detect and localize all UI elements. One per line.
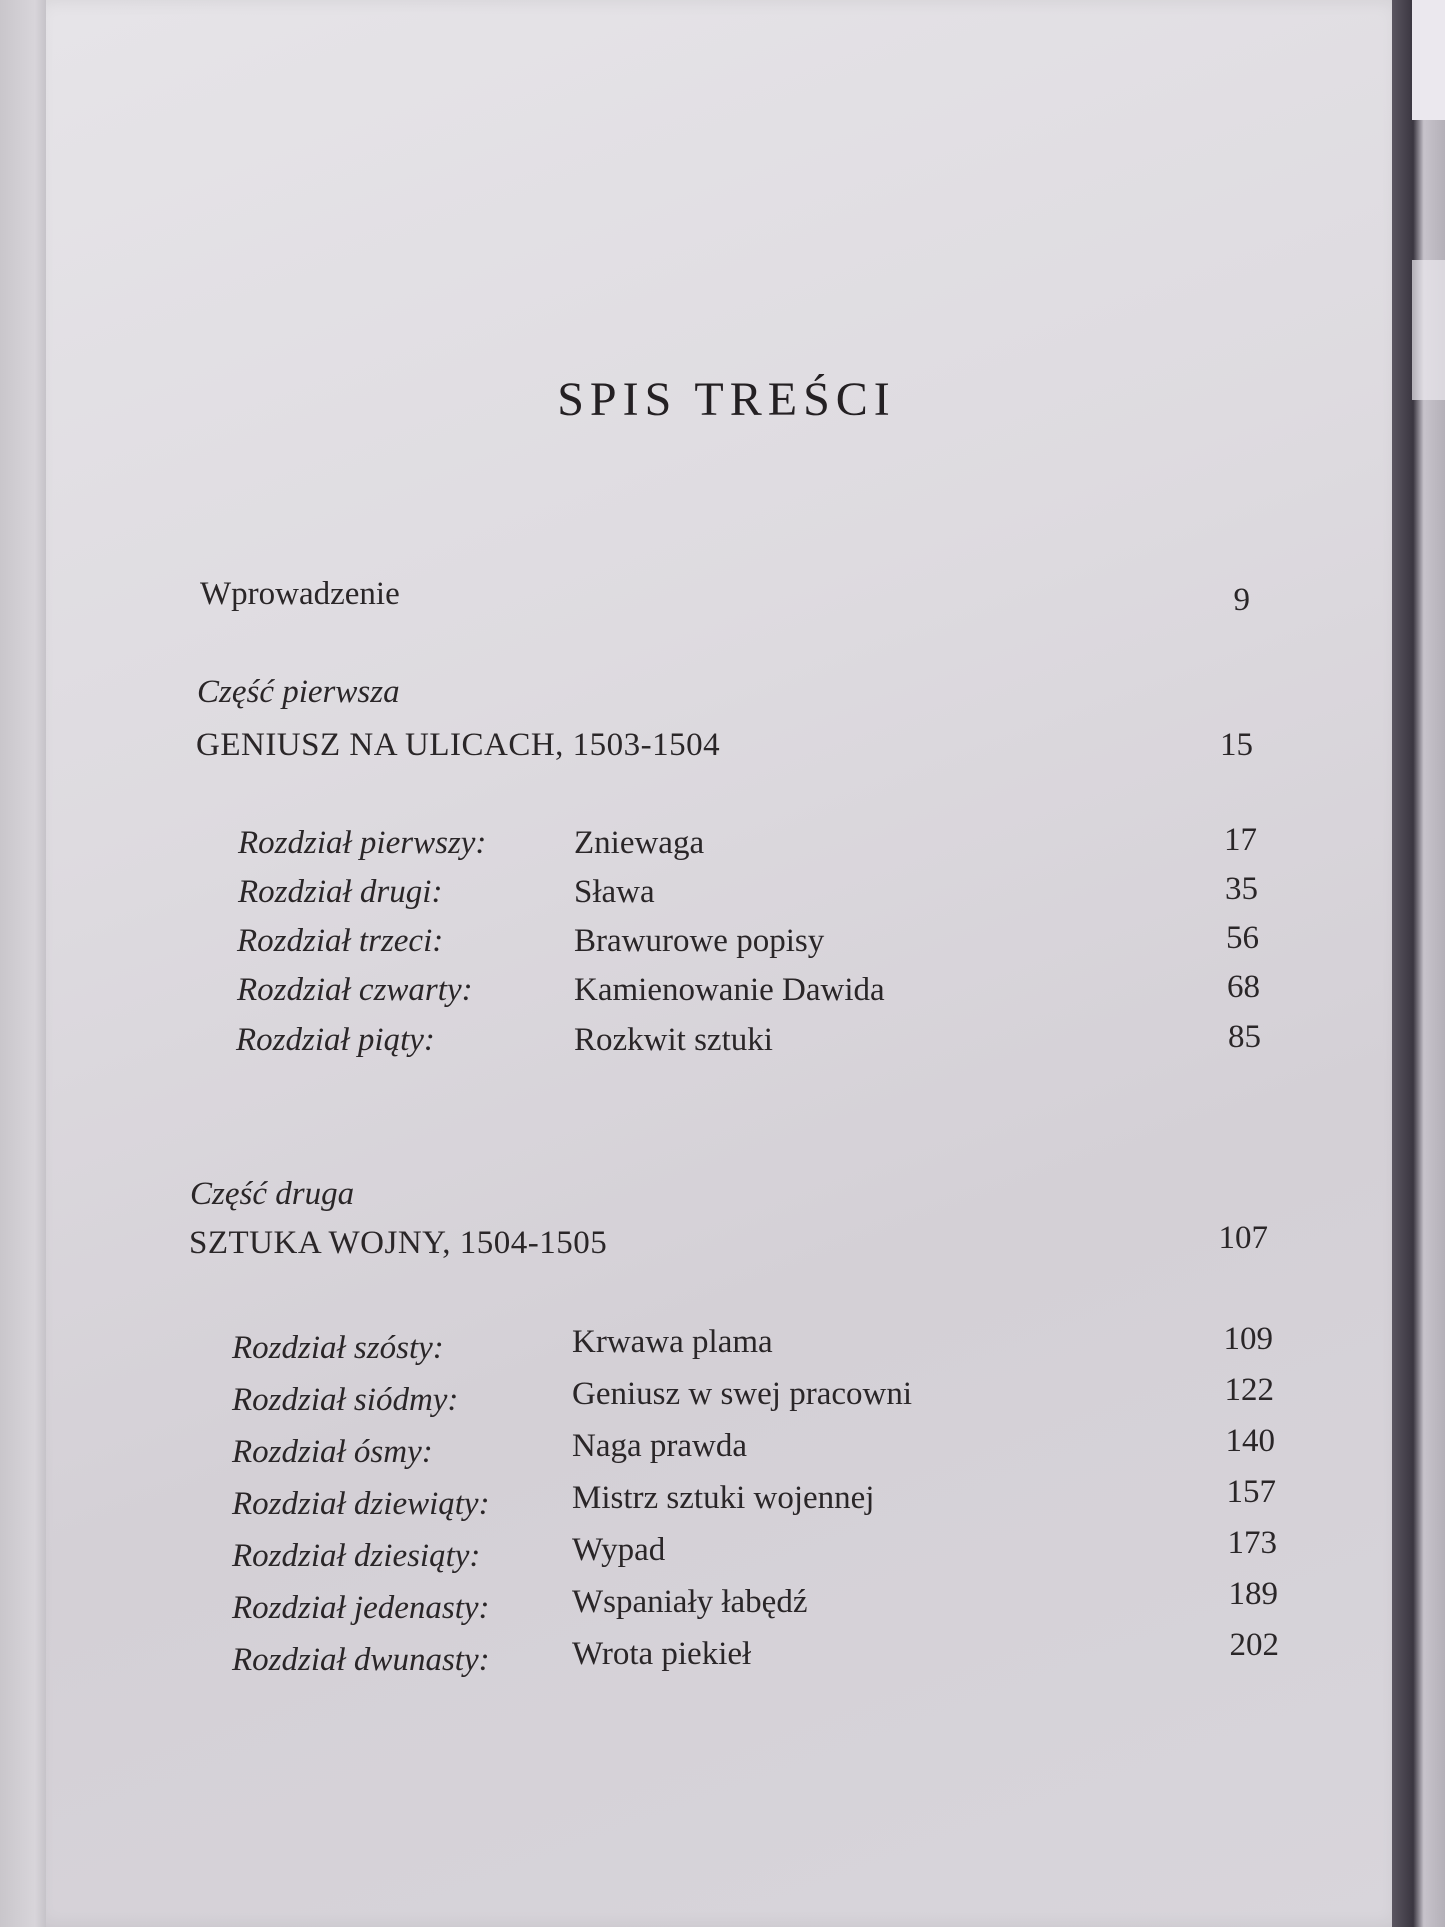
part-page: 15: [1220, 727, 1253, 763]
part-page: 107: [1218, 1220, 1268, 1256]
chapter-title: Sława: [574, 874, 655, 910]
part-label: Część druga: [190, 1176, 355, 1212]
chapter-label: Rozdział ósmy:: [232, 1434, 433, 1470]
page-title: SPIS TREŚCI: [557, 373, 896, 426]
chapter-page: 173: [1227, 1525, 1277, 1561]
chapter-label: Rozdział dziewiąty:: [232, 1486, 490, 1522]
part-title: SZTUKA WOJNY, 1504-1505: [189, 1225, 608, 1261]
chapter-label: Rozdział czwarty:: [237, 972, 473, 1008]
chapter-title: Wypad: [572, 1532, 666, 1568]
chapter-title: Kamienowanie Dawida: [574, 972, 885, 1008]
chapter-page: 35: [1225, 871, 1258, 907]
part-title: GENIUSZ NA ULICACH, 1503-1504: [196, 727, 721, 763]
chapter-label: Rozdział dziesiąty:: [232, 1538, 481, 1574]
chapter-title: Krwawa plama: [572, 1324, 773, 1360]
chapter-title: Zniewaga: [574, 825, 705, 861]
page-edge-streak: [1412, 0, 1445, 120]
chapter-page: 56: [1226, 920, 1259, 956]
chapter-page: 157: [1226, 1474, 1276, 1510]
chapter-title: Rozkwit sztuki: [574, 1022, 773, 1058]
chapter-label: Rozdział trzeci:: [237, 923, 444, 959]
chapter-title: Geniusz w swej pracowni: [572, 1376, 912, 1412]
chapter-page: 17: [1224, 822, 1257, 858]
part-label: Część pierwsza: [197, 674, 400, 710]
chapter-page: 68: [1227, 969, 1260, 1005]
chapter-page: 122: [1224, 1372, 1274, 1408]
chapter-title: Wrota piekieł: [572, 1636, 752, 1672]
chapter-label: Rozdział szósty:: [232, 1330, 444, 1366]
chapter-page: 109: [1223, 1321, 1273, 1357]
chapter-title: Mistrz sztuki wojennej: [572, 1480, 875, 1516]
chapter-page: 85: [1228, 1019, 1261, 1055]
chapter-title: Brawurowe popisy: [574, 923, 825, 959]
chapter-label: Rozdział jedenasty:: [232, 1590, 490, 1626]
toc-intro-title: Wprowadzenie: [200, 576, 400, 612]
chapter-page: 202: [1229, 1627, 1279, 1663]
chapter-label: Rozdział drugi:: [238, 874, 443, 910]
chapter-title: Wspaniały łabędź: [572, 1584, 808, 1620]
chapter-label: Rozdział siódmy:: [232, 1382, 459, 1418]
left-page-edge: [0, 0, 50, 1927]
chapter-page: 189: [1228, 1576, 1278, 1612]
chapter-label: Rozdział piąty:: [236, 1022, 435, 1058]
chapter-label: Rozdział dwunasty:: [232, 1642, 490, 1678]
chapter-title: Naga prawda: [572, 1428, 747, 1464]
page-stack-edge: [1392, 0, 1445, 1927]
toc-intro-page: 9: [1233, 582, 1250, 618]
chapter-label: Rozdział pierwszy:: [238, 825, 487, 861]
chapter-page: 140: [1225, 1423, 1275, 1459]
